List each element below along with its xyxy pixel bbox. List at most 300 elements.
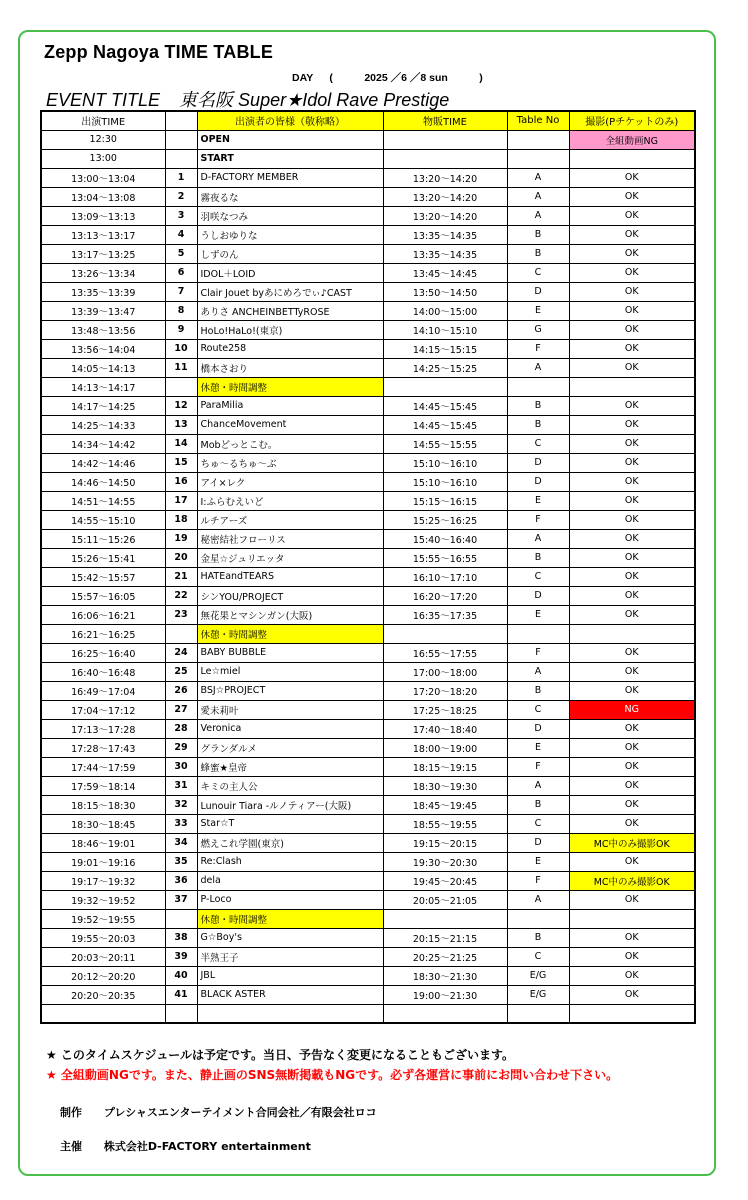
performer-cell: うしおゆりな xyxy=(197,225,383,244)
number-cell: 23 xyxy=(165,605,197,624)
note-schedule: ★ このタイムスケジュールは予定です。当日、予告なく変更になることもございます。 xyxy=(46,1048,515,1062)
table-row xyxy=(41,529,695,548)
number-cell: 22 xyxy=(165,586,197,605)
time-cell: 17:59～18:14 xyxy=(41,776,165,795)
photo-cell: OK xyxy=(569,719,695,738)
performer-cell: 休憩・時間調整 xyxy=(197,377,383,396)
time-cell: 20:03～20:11 xyxy=(41,947,165,966)
time-cell: 14:42～14:46 xyxy=(41,453,165,472)
performer-cell: dela xyxy=(197,871,383,890)
merch-time-cell: 14:45～15:45 xyxy=(383,396,507,415)
number-cell: 14 xyxy=(165,434,197,453)
time-cell xyxy=(41,1004,165,1023)
table-row xyxy=(41,966,695,985)
table-no-cell: A xyxy=(507,187,569,206)
number-cell xyxy=(165,624,197,643)
time-cell: 14:34～14:42 xyxy=(41,434,165,453)
number-cell xyxy=(165,130,197,149)
header-time: 出演TIME xyxy=(41,111,165,130)
performer-cell: Route258 xyxy=(197,339,383,358)
merch-time-cell xyxy=(383,377,507,396)
photo-cell: OK xyxy=(569,282,695,301)
performer-cell xyxy=(197,1004,383,1023)
header-table-no: Table No xyxy=(507,111,569,130)
merch-time-cell: 13:20～14:20 xyxy=(383,206,507,225)
table-row xyxy=(41,700,695,719)
table-no-cell: D xyxy=(507,472,569,491)
performer-cell: BLACK ASTER xyxy=(197,985,383,1004)
number-cell: 20 xyxy=(165,548,197,567)
time-cell: 14:46～14:50 xyxy=(41,472,165,491)
performer-cell: BABY BUBBLE xyxy=(197,643,383,662)
number-cell: 30 xyxy=(165,757,197,776)
merch-time-cell: 18:55～19:55 xyxy=(383,814,507,833)
photo-cell: OK xyxy=(569,890,695,909)
table-no-cell: A xyxy=(507,890,569,909)
performer-cell: Clair Jouet byあにめろでぃ♪CAST xyxy=(197,282,383,301)
number-cell: 6 xyxy=(165,263,197,282)
merch-time-cell: 14:00～15:00 xyxy=(383,301,507,320)
table-row xyxy=(41,738,695,757)
performer-cell: 金星☆ジュリエッタ xyxy=(197,548,383,567)
table-row xyxy=(41,928,695,947)
performer-cell: ChanceMovement xyxy=(197,415,383,434)
photo-cell: OK xyxy=(569,301,695,320)
number-cell: 18 xyxy=(165,510,197,529)
photo-cell: OK xyxy=(569,928,695,947)
number-cell: 40 xyxy=(165,966,197,985)
performer-cell: Lunouir Tiara -ルノティアー(大阪) xyxy=(197,795,383,814)
performer-cell: I:ふらむえいど xyxy=(197,491,383,510)
timetable-body xyxy=(41,130,695,1023)
notes xyxy=(46,1046,618,1086)
time-cell: 13:00～13:04 xyxy=(41,168,165,187)
number-cell: 39 xyxy=(165,947,197,966)
table-row xyxy=(41,909,695,928)
merch-time-cell: 14:55～15:55 xyxy=(383,434,507,453)
table-no-cell: B xyxy=(507,415,569,434)
time-cell: 17:13～17:28 xyxy=(41,719,165,738)
table-row xyxy=(41,1004,695,1023)
number-cell: 37 xyxy=(165,890,197,909)
number-cell: 17 xyxy=(165,491,197,510)
time-cell: 14:05～14:13 xyxy=(41,358,165,377)
time-cell: 20:20～20:35 xyxy=(41,985,165,1004)
table-no-cell: B xyxy=(507,681,569,700)
merch-time-cell: 19:15～20:15 xyxy=(383,833,507,852)
table-row xyxy=(41,168,695,187)
photo-cell: OK xyxy=(569,643,695,662)
time-cell: 13:00 xyxy=(41,149,165,168)
time-cell: 16:06～16:21 xyxy=(41,605,165,624)
merch-time-cell xyxy=(383,130,507,149)
photo-cell: OK xyxy=(569,472,695,491)
table-no-cell: B xyxy=(507,795,569,814)
time-cell: 17:28～17:43 xyxy=(41,738,165,757)
performer-cell: Veronica xyxy=(197,719,383,738)
table-no-cell: A xyxy=(507,776,569,795)
photo-cell: OK xyxy=(569,453,695,472)
table-no-cell: E xyxy=(507,301,569,320)
photo-cell: OK xyxy=(569,795,695,814)
number-cell: 33 xyxy=(165,814,197,833)
performer-cell: Star☆T xyxy=(197,814,383,833)
table-row xyxy=(41,548,695,567)
time-cell: 18:15～18:30 xyxy=(41,795,165,814)
performer-cell: ParaMilia xyxy=(197,396,383,415)
number-cell: 4 xyxy=(165,225,197,244)
time-cell: 19:32～19:52 xyxy=(41,890,165,909)
event-title xyxy=(46,86,463,112)
table-no-cell: G xyxy=(507,320,569,339)
merch-time-cell: 14:45～15:45 xyxy=(383,415,507,434)
merch-time-cell: 15:15～16:15 xyxy=(383,491,507,510)
merch-time-cell: 15:55～16:55 xyxy=(383,548,507,567)
table-no-cell: A xyxy=(507,529,569,548)
table-row xyxy=(41,643,695,662)
time-cell: 19:17～19:32 xyxy=(41,871,165,890)
time-cell: 13:26～13:34 xyxy=(41,263,165,282)
time-cell: 19:01～19:16 xyxy=(41,852,165,871)
table-no-cell: E xyxy=(507,738,569,757)
credit-organizer xyxy=(60,1138,311,1154)
time-cell: 13:04～13:08 xyxy=(41,187,165,206)
number-cell: 38 xyxy=(165,928,197,947)
photo-cell: OK xyxy=(569,586,695,605)
merch-time-cell: 13:20～14:20 xyxy=(383,187,507,206)
table-no-cell xyxy=(507,130,569,149)
table-row xyxy=(41,244,695,263)
performer-cell: 愛未莉叶 xyxy=(197,700,383,719)
table-row xyxy=(41,871,695,890)
merch-time-cell: 17:25～18:25 xyxy=(383,700,507,719)
photo-cell xyxy=(569,1004,695,1023)
photo-cell: OK xyxy=(569,529,695,548)
number-cell: 35 xyxy=(165,852,197,871)
number-cell: 12 xyxy=(165,396,197,415)
table-row xyxy=(41,149,695,168)
table-no-cell xyxy=(507,377,569,396)
time-cell: 13:17～13:25 xyxy=(41,244,165,263)
merch-time-cell: 18:30～21:30 xyxy=(383,966,507,985)
header-performers: 出演者の皆様（敬称略） xyxy=(197,111,383,130)
table-row xyxy=(41,434,695,453)
number-cell: 8 xyxy=(165,301,197,320)
time-cell: 13:35～13:39 xyxy=(41,282,165,301)
number-cell xyxy=(165,1004,197,1023)
number-cell: 11 xyxy=(165,358,197,377)
number-cell: 9 xyxy=(165,320,197,339)
table-row xyxy=(41,187,695,206)
photo-cell: OK xyxy=(569,738,695,757)
table-no-cell: A xyxy=(507,206,569,225)
merch-time-cell: 19:30～20:30 xyxy=(383,852,507,871)
photo-cell: OK xyxy=(569,358,695,377)
photo-cell: OK xyxy=(569,168,695,187)
time-cell: 19:55～20:03 xyxy=(41,928,165,947)
performer-cell: 羽咲なつみ xyxy=(197,206,383,225)
number-cell: 13 xyxy=(165,415,197,434)
merch-time-cell: 13:45～14:45 xyxy=(383,263,507,282)
merch-time-cell xyxy=(383,149,507,168)
performer-cell: ありさ ANCHEINBETTyROSE xyxy=(197,301,383,320)
photo-cell: OK xyxy=(569,814,695,833)
table-no-cell: A xyxy=(507,168,569,187)
time-cell: 14:17～14:25 xyxy=(41,396,165,415)
page-title: Zepp Nagoya TIME TABLE xyxy=(44,42,274,62)
merch-time-cell: 14:25～15:25 xyxy=(383,358,507,377)
number-cell: 26 xyxy=(165,681,197,700)
time-cell: 15:26～15:41 xyxy=(41,548,165,567)
time-cell: 18:46～19:01 xyxy=(41,833,165,852)
number-cell: 41 xyxy=(165,985,197,1004)
table-no-cell: E xyxy=(507,491,569,510)
table-row xyxy=(41,567,695,586)
time-cell: 16:25～16:40 xyxy=(41,643,165,662)
photo-cell: OK xyxy=(569,947,695,966)
time-cell: 14:55～15:10 xyxy=(41,510,165,529)
number-cell xyxy=(165,149,197,168)
merch-time-cell: 13:20～14:20 xyxy=(383,168,507,187)
table-no-cell: F xyxy=(507,871,569,890)
performer-cell: HATEandTEARS xyxy=(197,567,383,586)
event-name: 東名阪 Super★Idol Rave Prestige xyxy=(179,90,450,110)
number-cell: 28 xyxy=(165,719,197,738)
table-no-cell: A xyxy=(507,662,569,681)
number-cell xyxy=(165,909,197,928)
number-cell: 19 xyxy=(165,529,197,548)
photo-cell: OK xyxy=(569,415,695,434)
photo-cell: MC中のみ撮影OK xyxy=(569,871,695,890)
photo-cell: OK xyxy=(569,757,695,776)
performer-cell: キミの主人公 xyxy=(197,776,383,795)
table-no-cell: E/G xyxy=(507,966,569,985)
merch-time-cell: 18:45～19:45 xyxy=(383,795,507,814)
merch-time-cell: 16:55～17:55 xyxy=(383,643,507,662)
table-no-cell: D xyxy=(507,453,569,472)
producer-label: 制作 xyxy=(60,1106,82,1119)
merch-time-cell: 16:35～17:35 xyxy=(383,605,507,624)
table-row xyxy=(41,320,695,339)
photo-cell: OK xyxy=(569,206,695,225)
number-cell: 32 xyxy=(165,795,197,814)
organizer-label: 主催 xyxy=(60,1140,82,1153)
table-no-cell: B xyxy=(507,396,569,415)
merch-time-cell: 13:35～14:35 xyxy=(383,225,507,244)
table-no-cell: C xyxy=(507,263,569,282)
performer-cell: BSJ☆PROJECT xyxy=(197,681,383,700)
time-cell: 14:51～14:55 xyxy=(41,491,165,510)
photo-cell: 全組動画NG xyxy=(569,130,695,149)
performer-cell: START xyxy=(197,149,383,168)
table-no-cell: C xyxy=(507,700,569,719)
table-row xyxy=(41,377,695,396)
photo-cell xyxy=(569,624,695,643)
number-cell: 29 xyxy=(165,738,197,757)
photo-cell: OK xyxy=(569,548,695,567)
organizer-name: 株式会社D-FACTORY entertainment xyxy=(103,1140,311,1153)
photo-cell: OK xyxy=(569,852,695,871)
table-row xyxy=(41,681,695,700)
number-cell: 3 xyxy=(165,206,197,225)
table-no-cell: C xyxy=(507,434,569,453)
photo-cell: OK xyxy=(569,966,695,985)
photo-cell: OK xyxy=(569,225,695,244)
time-cell: 14:13～14:17 xyxy=(41,377,165,396)
table-no-cell: F xyxy=(507,757,569,776)
number-cell: 15 xyxy=(165,453,197,472)
merch-time-cell: 15:10～16:10 xyxy=(383,472,507,491)
table-row xyxy=(41,206,695,225)
number-cell: 34 xyxy=(165,833,197,852)
performer-cell: JBL xyxy=(197,966,383,985)
time-cell: 13:13～13:17 xyxy=(41,225,165,244)
merch-time-cell: 20:15～21:15 xyxy=(383,928,507,947)
table-no-cell: C xyxy=(507,947,569,966)
table-row xyxy=(41,795,695,814)
table-row xyxy=(41,510,695,529)
table-row xyxy=(41,662,695,681)
merch-time-cell: 20:05～21:05 xyxy=(383,890,507,909)
table-no-cell: B xyxy=(507,225,569,244)
time-cell: 13:39～13:47 xyxy=(41,301,165,320)
performer-cell: 秘密結社フローリス xyxy=(197,529,383,548)
merch-time-cell: 14:15～15:15 xyxy=(383,339,507,358)
header-number xyxy=(165,111,197,130)
table-row xyxy=(41,757,695,776)
merch-time-cell: 14:10～15:10 xyxy=(383,320,507,339)
time-cell: 13:09～13:13 xyxy=(41,206,165,225)
photo-cell: OK xyxy=(569,320,695,339)
photo-cell xyxy=(569,377,695,396)
table-no-cell: B xyxy=(507,548,569,567)
number-cell: 25 xyxy=(165,662,197,681)
performer-cell: Le☆miel xyxy=(197,662,383,681)
merch-time-cell: 15:40～16:40 xyxy=(383,529,507,548)
table-row xyxy=(41,491,695,510)
photo-cell: OK xyxy=(569,510,695,529)
table-row xyxy=(41,339,695,358)
table-no-cell: D xyxy=(507,282,569,301)
performer-cell: 橋本さおり xyxy=(197,358,383,377)
table-row xyxy=(41,415,695,434)
photo-cell: OK xyxy=(569,662,695,681)
table-row xyxy=(41,814,695,833)
table-no-cell: F xyxy=(507,339,569,358)
credit-producer xyxy=(60,1104,377,1120)
photo-cell: NG xyxy=(569,700,695,719)
performer-cell: 休憩・時間調整 xyxy=(197,624,383,643)
number-cell: 2 xyxy=(165,187,197,206)
table-no-cell xyxy=(507,624,569,643)
performer-cell: アイ×レク xyxy=(197,472,383,491)
merch-time-cell: 18:30～19:30 xyxy=(383,776,507,795)
table-no-cell: F xyxy=(507,643,569,662)
event-label: EVENT TITLE xyxy=(46,90,161,110)
timetable xyxy=(40,110,696,1024)
merch-time-cell: 18:15～19:15 xyxy=(383,757,507,776)
table-no-cell: E xyxy=(507,605,569,624)
number-cell: 21 xyxy=(165,567,197,586)
time-cell: 18:30～18:45 xyxy=(41,814,165,833)
table-row xyxy=(41,985,695,1004)
merch-time-cell xyxy=(383,909,507,928)
performer-cell: 無花果とマシンガン(大阪) xyxy=(197,605,383,624)
merch-time-cell: 16:20～17:20 xyxy=(383,586,507,605)
time-cell: 16:21～16:25 xyxy=(41,624,165,643)
merch-time-cell: 19:00～21:30 xyxy=(383,985,507,1004)
performer-cell: ちゅ～るちゅ～ぶ xyxy=(197,453,383,472)
photo-cell: OK xyxy=(569,339,695,358)
performer-cell: 霧夜るな xyxy=(197,187,383,206)
merch-time-cell: 20:25～21:25 xyxy=(383,947,507,966)
photo-cell: OK xyxy=(569,776,695,795)
photo-cell: OK xyxy=(569,187,695,206)
number-cell: 24 xyxy=(165,643,197,662)
number-cell: 7 xyxy=(165,282,197,301)
performer-cell: グランダルメ xyxy=(197,738,383,757)
table-row xyxy=(41,301,695,320)
table-no-cell: B xyxy=(507,928,569,947)
time-cell: 17:04～17:12 xyxy=(41,700,165,719)
table-row xyxy=(41,833,695,852)
photo-cell: OK xyxy=(569,681,695,700)
performer-cell: IDOL＋LOID xyxy=(197,263,383,282)
merch-time-cell: 13:35～14:35 xyxy=(383,244,507,263)
table-no-cell: E/G xyxy=(507,985,569,1004)
table-row xyxy=(41,586,695,605)
table-row xyxy=(41,852,695,871)
header-photo: 撮影(Pチケットのみ) xyxy=(569,111,695,130)
table-no-cell xyxy=(507,149,569,168)
performer-cell: 半熟王子 xyxy=(197,947,383,966)
photo-cell: OK xyxy=(569,985,695,1004)
time-cell: 16:49～17:04 xyxy=(41,681,165,700)
time-cell: 13:48～13:56 xyxy=(41,320,165,339)
performer-cell: 燃えこれ学園(東京) xyxy=(197,833,383,852)
producer-name: プレシャスエンターテイメント合同会社／有限会社ロコ xyxy=(103,1106,377,1119)
time-cell: 15:57～16:05 xyxy=(41,586,165,605)
merch-time-cell: 17:40～18:40 xyxy=(383,719,507,738)
performer-cell: Mobどっとこむ。 xyxy=(197,434,383,453)
number-cell: 31 xyxy=(165,776,197,795)
header-merch-time: 物販TIME xyxy=(383,111,507,130)
table-row xyxy=(41,890,695,909)
performer-cell: HoLo!HaLo!(東京) xyxy=(197,320,383,339)
time-cell: 19:52～19:55 xyxy=(41,909,165,928)
table-no-cell xyxy=(507,909,569,928)
merch-time-cell: 18:00～19:00 xyxy=(383,738,507,757)
performer-cell: 蜂蜜★皇帝 xyxy=(197,757,383,776)
photo-cell xyxy=(569,149,695,168)
time-cell: 17:44～17:59 xyxy=(41,757,165,776)
merch-time-cell: 13:50～14:50 xyxy=(383,282,507,301)
table-row xyxy=(41,605,695,624)
merch-time-cell: 17:20～18:20 xyxy=(383,681,507,700)
table-row xyxy=(41,719,695,738)
table-no-cell: E xyxy=(507,852,569,871)
photo-cell xyxy=(569,909,695,928)
photo-cell: MC中のみ撮影OK xyxy=(569,833,695,852)
performer-cell: P-Loco xyxy=(197,890,383,909)
time-cell: 20:12～20:20 xyxy=(41,966,165,985)
table-no-cell: D xyxy=(507,719,569,738)
merch-time-cell: 15:25～16:25 xyxy=(383,510,507,529)
table-row xyxy=(41,282,695,301)
time-cell: 15:11～15:26 xyxy=(41,529,165,548)
merch-time-cell xyxy=(383,1004,507,1023)
performer-cell: しずのん xyxy=(197,244,383,263)
